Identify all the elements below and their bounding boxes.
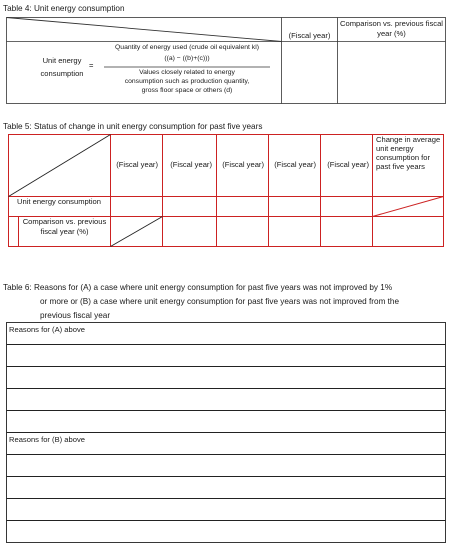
table5-change-header: Change in average unit energy consumption for past five years [376,135,441,171]
denominator-line3: gross floor space or others (d) [141,87,233,94]
numerator-line1: Quantity of energy used (crude oil equivalent kl) [115,44,259,51]
denominator-line1: Values closely related to energy [139,69,235,76]
table4-fiscal-year-header: (Fiscal year) [288,31,331,40]
unit-energy-label-1: Unit energy [42,56,82,65]
table4-caption: Table 4: Unit energy consumption [3,4,125,13]
table5-year-1: (Fiscal year) [116,160,158,169]
table5-row-comparison: Comparison vs. previous fiscal year (%) [22,217,107,236]
table5-year-5: (Fiscal year) [327,160,369,169]
reasons-b-label: Reasons for (B) above [9,435,85,444]
table6-caption-line1: Table 6: Reasons for (A) a case where unit energy consumption for past five years was not improved by 1% [3,283,393,292]
table6-caption-line2: or more or (B) a case where unit energy consumption for past five years was not improved from the [40,297,400,306]
unit-energy-label-2: consumption [40,69,84,78]
table5-row-unit-energy: Unit energy consumption [17,197,101,206]
numerator-line2: ((a) − ((b)+(c))) [164,55,210,62]
table5-year-4: (Fiscal year) [274,160,316,169]
table6-caption-line3: previous fiscal year [40,311,111,320]
table5-caption: Table 5: Status of change in unit energy consumption for past five years [3,122,263,131]
equals-sign: = [89,61,94,70]
table4-comparison-header: Comparison vs. previous fiscal year (%) [340,19,443,38]
table5-year-2: (Fiscal year) [170,160,212,169]
reasons-a-label: Reasons for (A) above [9,325,85,334]
table5-year-3: (Fiscal year) [222,160,264,169]
denominator-line2: consumption such as production quantity, [124,78,250,85]
table6-grid [7,323,446,543]
